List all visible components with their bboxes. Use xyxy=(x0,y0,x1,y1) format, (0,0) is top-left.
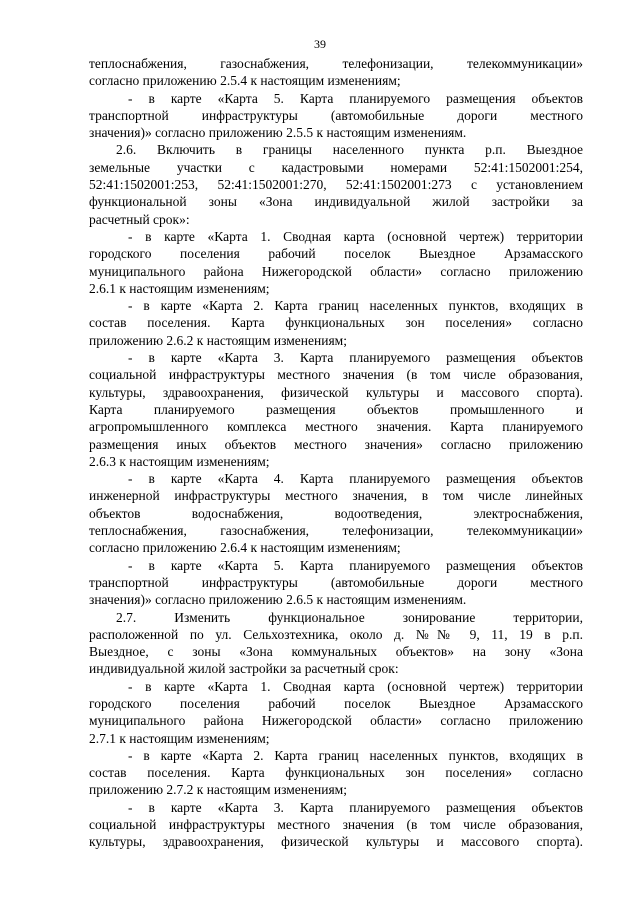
text-line: согласно приложению 2.5.4 к настоящим изменениям; xyxy=(89,73,401,89)
text-line: 2.7.1 к настоящим изменениям; xyxy=(89,730,270,746)
text-line: значения)» согласно приложению 2.5.5 к настоящим изменениям. xyxy=(89,125,467,141)
text-line: - в карте «Карта 5. Карта планируемого размещения объектов xyxy=(128,557,583,573)
text-line: - в карте «Карта 2. Карта границ населенных пунктов, входящих в xyxy=(128,747,583,763)
text-line: 2.6.3 к настоящим изменениям; xyxy=(89,453,270,469)
text-line: социальной инфраструктуры местного значения (в том числе образования, xyxy=(89,367,583,383)
text-line: - в карте «Карта 1. Сводная карта (основной чертеж) территории xyxy=(128,678,583,694)
text-line: - в карте «Карта 4. Карта планируемого размещения объектов xyxy=(128,471,583,487)
text-line: культуры, здравоохранения, физической культуры и массового спорта). xyxy=(89,834,583,850)
text-line: - в карте «Карта 3. Карта планируемого размещения объектов xyxy=(128,350,583,366)
text-line: 2.7. Изменить функциональное зонирование территории, xyxy=(116,609,583,625)
text-line: состав поселения. Карта функциональных зон поселения» согласно xyxy=(89,315,583,331)
text-line: - в карте «Карта 5. Карта планируемого размещения объектов xyxy=(128,90,583,106)
text-line: социальной инфраструктуры местного значения (в том числе образования, xyxy=(89,817,583,833)
text-line: городского поселения рабочий поселок Выездное Арзамасского xyxy=(89,246,583,262)
document-body xyxy=(89,55,583,851)
text-line: - в карте «Карта 2. Карта границ населенных пунктов, входящих в xyxy=(128,298,583,314)
text-line: функциональной зоны «Зона индивидуальной жилой застройки за xyxy=(89,194,583,210)
text-line: 52:41:1502001:253, 52:41:1502001:270, 52:41:1502001:273 с установлением xyxy=(89,177,583,193)
text-line: объектов водоснабжения, водоотведения, электроснабжения, xyxy=(89,505,583,521)
text-line: состав поселения. Карта функциональных зон поселения» согласно xyxy=(89,765,583,781)
text-line: агропромышленного комплекса местного значения. Карта планируемого xyxy=(89,419,583,435)
text-line: муниципального района Нижегородской области» согласно приложению xyxy=(89,713,583,729)
text-line: расчетный срок»: xyxy=(89,211,190,227)
text-line: Карта планируемого размещения объектов промышленного и xyxy=(89,401,583,417)
text-line: муниципального района Нижегородской области» согласно приложению xyxy=(89,263,583,279)
text-line: инженерной инфраструктуры местного значения, в том числе линейных xyxy=(89,488,583,504)
text-line: индивидуальной жилой застройки за расчетный срок: xyxy=(89,661,399,677)
text-line: Выездное, с зоны «Зона коммунальных объектов» на зону «Зона xyxy=(89,644,583,660)
page-number: 39 xyxy=(314,37,326,51)
text-line: 2.6. Включить в границы населенного пункта р.п. Выездное xyxy=(116,142,583,158)
text-line: земельные участки с кадастровыми номерами 52:41:1502001:254, xyxy=(89,159,583,175)
text-line: размещения иных объектов местного значения» согласно приложению xyxy=(89,436,583,452)
text-line: культуры, здравоохранения, физической культуры и массового спорта). xyxy=(89,384,583,400)
text-line: согласно приложению 2.6.4 к настоящим изменениям; xyxy=(89,540,401,556)
text-line: приложению 2.6.2 к настоящим изменениям; xyxy=(89,332,347,348)
text-line: значения)» согласно приложению 2.6.5 к настоящим изменениям. xyxy=(89,592,467,608)
text-line: городского поселения рабочий поселок Выездное Арзамасского xyxy=(89,695,583,711)
text-line: расположенной по ул. Сельхозтехника, около д. №№ 9, 11, 19 в р.п. xyxy=(89,626,583,642)
text-line: - в карте «Карта 1. Сводная карта (основной чертеж) территории xyxy=(128,228,583,244)
text-line: транспортной инфраструктуры (автомобильные дороги местного xyxy=(89,574,583,590)
text-line: - в карте «Карта 3. Карта планируемого размещения объектов xyxy=(128,799,583,815)
text-line: теплоснабжения, газоснабжения, телефонизации, телекоммуникации» xyxy=(89,56,583,71)
text-line: 2.6.1 к настоящим изменениям; xyxy=(89,280,270,296)
text-line: теплоснабжения, газоснабжения, телефонизации, телекоммуникации» xyxy=(89,523,583,539)
text-line: приложению 2.7.2 к настоящим изменениям; xyxy=(89,782,347,798)
text-line: транспортной инфраструктуры (автомобильные дороги местного xyxy=(89,107,583,123)
